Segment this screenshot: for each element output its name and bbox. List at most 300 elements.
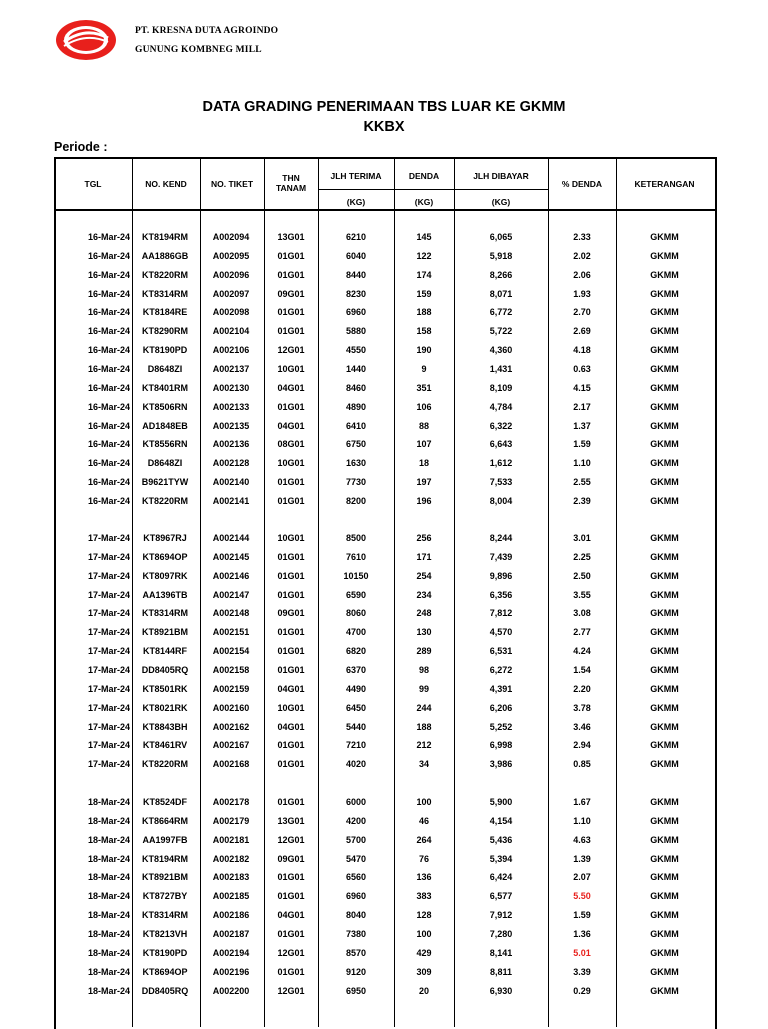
cell-keterangan: GKMM: [650, 269, 679, 280]
cell-keterangan: GKMM: [650, 439, 679, 450]
cell-keterangan: GKMM: [650, 797, 679, 807]
cell-thn-tanam: 09G01: [277, 608, 305, 619]
cell-no-tiket: A002185: [212, 891, 250, 902]
table-row: [54, 868, 715, 887]
cell-jlh-dibayar: 7,533: [489, 477, 513, 488]
cell-jlh-dibayar: 8,141: [489, 947, 513, 958]
cell-pct-denda: 1.39: [573, 853, 591, 864]
cell-pct-denda: 3.08: [573, 608, 591, 619]
cell-no-kend: KT8694OP: [142, 551, 188, 562]
cell-tgl: 17-Mar-24: [87, 721, 130, 732]
cell-no-kend: KT8967RJ: [143, 533, 187, 543]
cell-jlh-dibayar: 1,612: [489, 458, 513, 469]
cell-jlh-dibayar: 6,356: [489, 589, 513, 600]
cell-jlh-dibayar: 6,998: [489, 740, 513, 751]
cell-thn-tanam: 08G01: [277, 439, 305, 450]
cell-pct-denda: 1.59: [573, 439, 591, 450]
table-row: [54, 285, 715, 304]
cell-denda: 9: [421, 363, 427, 374]
cell-tgl: 16-Mar-24: [87, 382, 130, 393]
cell-jlh-dibayar: 5,252: [489, 721, 513, 732]
cell-denda: 99: [418, 683, 429, 694]
cell-pct-denda: 3.39: [573, 966, 591, 977]
cell-tgl: 17-Mar-24: [87, 646, 130, 657]
cell-tgl: 18-Mar-24: [87, 947, 130, 958]
cell-thn-tanam: 04G01: [277, 721, 305, 732]
cell-jlh-terima: 9120: [345, 966, 367, 977]
cell-tgl: 18-Mar-24: [87, 928, 130, 939]
cell-jlh-terima: 8200: [345, 495, 367, 506]
cell-pct-denda: 0.85: [573, 759, 591, 770]
cell-denda: 107: [416, 439, 432, 450]
cell-jlh-dibayar: 6,577: [489, 891, 513, 902]
table-row: [54, 548, 715, 567]
cell-jlh-dibayar: 7,912: [489, 910, 513, 921]
cell-no-tiket: A002159: [212, 683, 250, 694]
cell-no-tiket: A002095: [212, 250, 250, 261]
cell-no-tiket: A002158: [212, 664, 250, 675]
cell-denda: 18: [418, 458, 429, 469]
cell-no-kend: AA1396TB: [142, 589, 188, 600]
header-jlh-terima: JLH TERIMA: [330, 171, 382, 181]
cell-no-kend: KT8190PD: [142, 947, 188, 958]
cell-no-kend: D8648ZI: [147, 363, 183, 374]
cell-denda: 98: [418, 664, 429, 675]
cell-denda: 256: [416, 533, 432, 543]
cell-thn-tanam: 01G01: [277, 551, 305, 562]
cell-jlh-dibayar: 6,531: [489, 646, 513, 657]
cell-tgl: 18-Mar-24: [87, 872, 130, 883]
cell-jlh-dibayar: 6,065: [489, 232, 513, 242]
cell-no-tiket: A002106: [212, 345, 250, 356]
cell-tgl: 16-Mar-24: [87, 495, 130, 506]
cell-no-kend: KT8843BH: [142, 721, 188, 732]
table-row: [54, 925, 715, 944]
cell-jlh-dibayar: 8,004: [489, 495, 513, 506]
cell-keterangan: GKMM: [650, 683, 679, 694]
cell-no-tiket: A002141: [212, 495, 250, 506]
cell-no-tiket: A002196: [212, 966, 250, 977]
cell-jlh-terima: 6950: [345, 985, 367, 996]
cell-keterangan: GKMM: [650, 740, 679, 751]
table-row: [54, 718, 715, 737]
table-row: [54, 303, 715, 322]
cell-thn-tanam: 01G01: [277, 966, 305, 977]
cell-denda: 429: [416, 947, 432, 958]
cell-pct-denda: 5.50: [573, 891, 591, 902]
cell-jlh-terima: 6820: [345, 646, 367, 657]
cell-thn-tanam: 09G01: [277, 853, 305, 864]
cell-pct-denda: 4.18: [573, 345, 591, 356]
cell-tgl: 18-Mar-24: [87, 966, 130, 977]
table-row: [54, 887, 715, 906]
table-row: [54, 454, 715, 473]
cell-keterangan: GKMM: [650, 947, 679, 958]
cell-jlh-dibayar: 6,643: [489, 439, 513, 450]
cell-jlh-dibayar: 9,896: [489, 570, 513, 581]
cell-no-kend: KT8524DF: [142, 797, 187, 807]
cell-no-kend: KT8664RM: [141, 815, 188, 826]
cell-jlh-terima: 4200: [345, 815, 367, 826]
cell-keterangan: GKMM: [650, 966, 679, 977]
table-row: [54, 604, 715, 623]
cell-pct-denda: 2.77: [573, 627, 591, 638]
table-row: [54, 586, 715, 605]
cell-tgl: 17-Mar-24: [87, 759, 130, 770]
cell-jlh-terima: 1440: [345, 363, 367, 374]
cell-jlh-terima: 1630: [345, 458, 367, 469]
cell-jlh-dibayar: 7,280: [489, 928, 513, 939]
cell-denda: 188: [416, 721, 432, 732]
cell-no-kend: KT8506RN: [142, 401, 188, 412]
cell-no-kend: KT8290RM: [141, 326, 188, 337]
cell-thn-tanam: 12G01: [277, 947, 305, 958]
cell-jlh-dibayar: 6,272: [489, 664, 513, 675]
cell-tgl: 16-Mar-24: [87, 401, 130, 412]
cell-jlh-terima: 7730: [345, 477, 367, 488]
cell-no-tiket: A002179: [212, 815, 250, 826]
cell-no-tiket: A002187: [212, 928, 250, 939]
cell-jlh-terima: 7210: [345, 740, 367, 751]
table-row: [54, 642, 715, 661]
cell-pct-denda: 2.70: [573, 307, 591, 318]
cell-denda: 248: [416, 608, 432, 619]
cell-no-tiket: A002130: [212, 382, 250, 393]
table-row: [54, 435, 715, 454]
table-row: [54, 661, 715, 680]
cell-keterangan: GKMM: [650, 589, 679, 600]
cell-jlh-dibayar: 8,266: [489, 269, 513, 280]
table-row: [54, 680, 715, 699]
cell-denda: 100: [416, 797, 432, 807]
cell-tgl: 17-Mar-24: [87, 570, 130, 581]
cell-no-kend: KT8921BM: [141, 627, 188, 638]
cell-tgl: 17-Mar-24: [87, 608, 130, 619]
cell-pct-denda: 1.10: [573, 458, 591, 469]
cell-jlh-terima: 6750: [345, 439, 367, 450]
cell-denda: 88: [418, 420, 429, 431]
cell-no-tiket: A002154: [212, 646, 250, 657]
cell-thn-tanam: 01G01: [277, 891, 305, 902]
cell-pct-denda: 2.50: [573, 570, 591, 581]
cell-keterangan: GKMM: [650, 570, 679, 581]
cell-jlh-dibayar: 8,071: [489, 288, 513, 299]
cell-jlh-terima: 4890: [345, 401, 367, 412]
cell-no-tiket: A002186: [212, 910, 250, 921]
cell-no-tiket: A002145: [212, 551, 250, 562]
cell-keterangan: GKMM: [650, 232, 679, 242]
cell-pct-denda: 2.55: [573, 477, 591, 488]
cell-denda: 254: [416, 570, 432, 581]
cell-jlh-terima: 6370: [345, 664, 367, 675]
table-row: [54, 623, 715, 642]
cell-denda: 46: [418, 815, 429, 826]
cell-tgl: 18-Mar-24: [87, 891, 130, 902]
table-row: [54, 341, 715, 360]
cell-jlh-terima: 4550: [345, 345, 367, 356]
cell-jlh-terima: 8500: [345, 533, 367, 543]
cell-no-kend: KT8921BM: [141, 872, 188, 883]
cell-pct-denda: 5.01: [573, 947, 591, 958]
cell-pct-denda: 2.17: [573, 401, 591, 412]
cell-denda: 20: [418, 985, 429, 996]
header-sub-divider: [318, 189, 548, 190]
cell-tgl: 17-Mar-24: [87, 533, 130, 543]
cell-denda: 158: [416, 326, 432, 337]
table-row: [54, 793, 715, 812]
cell-denda: 136: [416, 872, 432, 883]
cell-denda: 212: [416, 740, 432, 751]
cell-jlh-dibayar: 8,244: [489, 533, 513, 543]
cell-no-kend: KT8727BY: [142, 891, 188, 902]
cell-thn-tanam: 01G01: [277, 570, 305, 581]
cell-keterangan: GKMM: [650, 721, 679, 732]
cell-tgl: 17-Mar-24: [87, 589, 130, 600]
cell-jlh-terima: 6210: [345, 232, 367, 242]
cell-tgl: 17-Mar-24: [87, 683, 130, 694]
cell-jlh-terima: 6000: [345, 797, 367, 807]
cell-no-tiket: A002094: [212, 232, 250, 242]
cell-jlh-terima: 8040: [345, 910, 367, 921]
cell-keterangan: GKMM: [650, 458, 679, 469]
cell-thn-tanam: 01G01: [277, 401, 305, 412]
cell-pct-denda: 2.06: [573, 269, 591, 280]
header-denda: DENDA: [408, 171, 440, 181]
cell-tgl: 16-Mar-24: [87, 232, 130, 242]
cell-keterangan: GKMM: [650, 551, 679, 562]
cell-jlh-dibayar: 6,930: [489, 985, 513, 996]
cell-jlh-terima: 7610: [345, 551, 367, 562]
cell-pct-denda: 3.01: [573, 533, 591, 543]
cell-no-kend: D8648ZI: [147, 458, 183, 469]
cell-tgl: 16-Mar-24: [87, 477, 130, 488]
cell-thn-tanam: 04G01: [277, 910, 305, 921]
header-no-tiket: NO. TIKET: [210, 179, 254, 189]
cell-tgl: 16-Mar-24: [87, 363, 130, 374]
cell-keterangan: GKMM: [650, 759, 679, 770]
cell-tgl: 16-Mar-24: [87, 439, 130, 450]
cell-jlh-terima: 8570: [345, 947, 367, 958]
cell-thn-tanam: 01G01: [277, 797, 305, 807]
table-row: [54, 982, 715, 1001]
cell-no-kend: B9621TYW: [141, 477, 189, 488]
cell-pct-denda: 1.36: [573, 928, 591, 939]
cell-pct-denda: 2.02: [573, 250, 591, 261]
header-thn: THN: [282, 173, 300, 183]
cell-no-kend: KT8556RN: [142, 439, 188, 450]
cell-jlh-dibayar: 7,439: [489, 551, 513, 562]
cell-thn-tanam: 01G01: [277, 589, 305, 600]
cell-no-tiket: A002168: [212, 759, 250, 770]
cell-keterangan: GKMM: [650, 307, 679, 318]
cell-thn-tanam: 10G01: [277, 363, 305, 374]
cell-jlh-dibayar: 5,900: [489, 797, 513, 807]
cell-jlh-terima: 6450: [345, 702, 367, 713]
cell-tgl: 18-Mar-24: [87, 910, 130, 921]
cell-pct-denda: 2.07: [573, 872, 591, 883]
table-row: [54, 492, 715, 511]
cell-no-tiket: A002167: [212, 740, 250, 751]
cell-no-kend: KT8144RF: [142, 646, 187, 657]
cell-thn-tanam: 12G01: [277, 985, 305, 996]
cell-pct-denda: 3.78: [573, 702, 591, 713]
cell-jlh-dibayar: 6,206: [489, 702, 513, 713]
table-row: [54, 850, 715, 869]
cell-jlh-dibayar: 6,772: [489, 307, 513, 318]
cell-no-tiket: A002200: [212, 985, 250, 996]
cell-keterangan: GKMM: [650, 608, 679, 619]
cell-no-kend: KT8314RM: [141, 910, 188, 921]
cell-pct-denda: 1.93: [573, 288, 591, 299]
cell-denda: 309: [416, 966, 432, 977]
cell-jlh-dibayar: 5,722: [489, 326, 513, 337]
cell-denda: 34: [418, 759, 429, 770]
cell-thn-tanam: 01G01: [277, 928, 305, 939]
cell-jlh-terima: 5470: [345, 853, 367, 864]
cell-thn-tanam: 12G01: [277, 834, 305, 845]
cell-tgl: 16-Mar-24: [87, 420, 130, 431]
cell-no-kend: KT8314RM: [141, 608, 188, 619]
cell-no-tiket: A002183: [212, 872, 250, 883]
header-tgl: TGL: [84, 179, 102, 189]
cell-denda: 159: [416, 288, 432, 299]
cell-jlh-terima: 8060: [345, 608, 367, 619]
cell-no-kend: KT8097RK: [142, 570, 188, 581]
table-row: [54, 266, 715, 285]
cell-no-kend: KT8194RM: [141, 232, 188, 242]
mill-name: GUNUNG KOMBNEG MILL: [135, 45, 262, 55]
cell-denda: 100: [416, 928, 432, 939]
cell-no-kend: KT8213VH: [142, 928, 188, 939]
cell-denda: 130: [416, 627, 432, 638]
table-row: [54, 812, 715, 831]
cell-no-kend: DD8405RQ: [141, 985, 189, 996]
header-unit-kg: (KG): [414, 197, 434, 207]
cell-thn-tanam: 10G01: [277, 533, 305, 543]
cell-no-tiket: A002182: [212, 853, 250, 864]
cell-no-tiket: A002160: [212, 702, 250, 713]
cell-denda: 197: [416, 477, 432, 488]
header-tanam: TANAM: [275, 183, 307, 193]
table-row: [54, 379, 715, 398]
cell-jlh-dibayar: 1,431: [489, 363, 513, 374]
table-row: [54, 360, 715, 379]
cell-jlh-terima: 4700: [345, 627, 367, 638]
cell-no-tiket: A002151: [212, 627, 250, 638]
cell-tgl: 16-Mar-24: [87, 250, 130, 261]
table-row: [54, 529, 715, 548]
cell-thn-tanam: 10G01: [277, 702, 305, 713]
cell-thn-tanam: 01G01: [277, 740, 305, 751]
company-name: PT. KRESNA DUTA AGROINDO: [135, 26, 279, 36]
cell-thn-tanam: 01G01: [277, 627, 305, 638]
cell-tgl: 17-Mar-24: [87, 627, 130, 638]
cell-pct-denda: 2.69: [573, 326, 591, 337]
cell-thn-tanam: 01G01: [277, 477, 305, 488]
cell-denda: 234: [416, 589, 432, 600]
cell-denda: 351: [416, 382, 432, 393]
table-row: [54, 398, 715, 417]
header-no-kend: NO. KEND: [145, 179, 187, 189]
cell-thn-tanam: 10G01: [277, 458, 305, 469]
header-unit-kg: (KG): [346, 197, 366, 207]
table-row: [54, 755, 715, 774]
table-row: [54, 247, 715, 266]
header-bottom-border: [54, 209, 715, 211]
cell-pct-denda: 2.39: [573, 495, 591, 506]
cell-jlh-dibayar: 8,109: [489, 382, 513, 393]
kresna-logo-icon: [54, 18, 118, 62]
cell-jlh-terima: 5440: [345, 721, 367, 732]
cell-jlh-dibayar: 6,424: [489, 872, 513, 883]
cell-tgl: 16-Mar-24: [87, 345, 130, 356]
cell-jlh-dibayar: 4,154: [489, 815, 513, 826]
cell-no-tiket: A002148: [212, 608, 250, 619]
cell-no-kend: KT8190PD: [142, 345, 188, 356]
cell-keterangan: GKMM: [650, 627, 679, 638]
cell-denda: 196: [416, 495, 432, 506]
cell-pct-denda: 1.59: [573, 910, 591, 921]
cell-keterangan: GKMM: [650, 834, 679, 845]
cell-thn-tanam: 01G01: [277, 495, 305, 506]
table-row: [54, 567, 715, 586]
cell-no-tiket: A002162: [212, 721, 250, 732]
cell-no-tiket: A002181: [212, 834, 250, 845]
cell-jlh-terima: 6560: [345, 872, 367, 883]
table-row: [54, 906, 715, 925]
cell-thn-tanam: 01G01: [277, 646, 305, 657]
table-row: [54, 963, 715, 982]
cell-no-kend: AD1848EB: [142, 420, 188, 431]
cell-tgl: 17-Mar-24: [87, 551, 130, 562]
cell-no-tiket: A002146: [212, 570, 250, 581]
cell-thn-tanam: 12G01: [277, 345, 305, 356]
cell-denda: 190: [416, 345, 432, 356]
cell-jlh-dibayar: 4,784: [489, 401, 513, 412]
cell-keterangan: GKMM: [650, 533, 679, 543]
cell-no-kend: KT8194RM: [141, 853, 188, 864]
cell-keterangan: GKMM: [650, 928, 679, 939]
cell-no-tiket: A002096: [212, 269, 250, 280]
table-row: [54, 473, 715, 492]
cell-tgl: 17-Mar-24: [87, 664, 130, 675]
cell-pct-denda: 1.10: [573, 815, 591, 826]
cell-thn-tanam: 13G01: [277, 815, 305, 826]
cell-no-tiket: A002136: [212, 439, 250, 450]
cell-jlh-terima: 4020: [345, 759, 367, 770]
cell-pct-denda: 4.63: [573, 834, 591, 845]
table-row: [54, 831, 715, 850]
cell-thn-tanam: 13G01: [277, 232, 305, 242]
cell-jlh-terima: 6040: [345, 250, 367, 261]
cell-tgl: 18-Mar-24: [87, 815, 130, 826]
cell-keterangan: GKMM: [650, 891, 679, 902]
cell-tgl: 17-Mar-24: [87, 702, 130, 713]
cell-keterangan: GKMM: [650, 345, 679, 356]
cell-tgl: 16-Mar-24: [87, 458, 130, 469]
cell-tgl: 16-Mar-24: [87, 288, 130, 299]
cell-no-tiket: A002128: [212, 458, 250, 469]
cell-pct-denda: 1.67: [573, 797, 591, 807]
table-row: [54, 699, 715, 718]
cell-jlh-dibayar: 6,322: [489, 420, 513, 431]
cell-no-kend: KT8021RK: [142, 702, 188, 713]
cell-jlh-dibayar: 4,391: [489, 683, 513, 694]
cell-denda: 122: [416, 250, 432, 261]
cell-jlh-terima: 8230: [345, 288, 367, 299]
cell-keterangan: GKMM: [650, 382, 679, 393]
cell-denda: 289: [416, 646, 432, 657]
